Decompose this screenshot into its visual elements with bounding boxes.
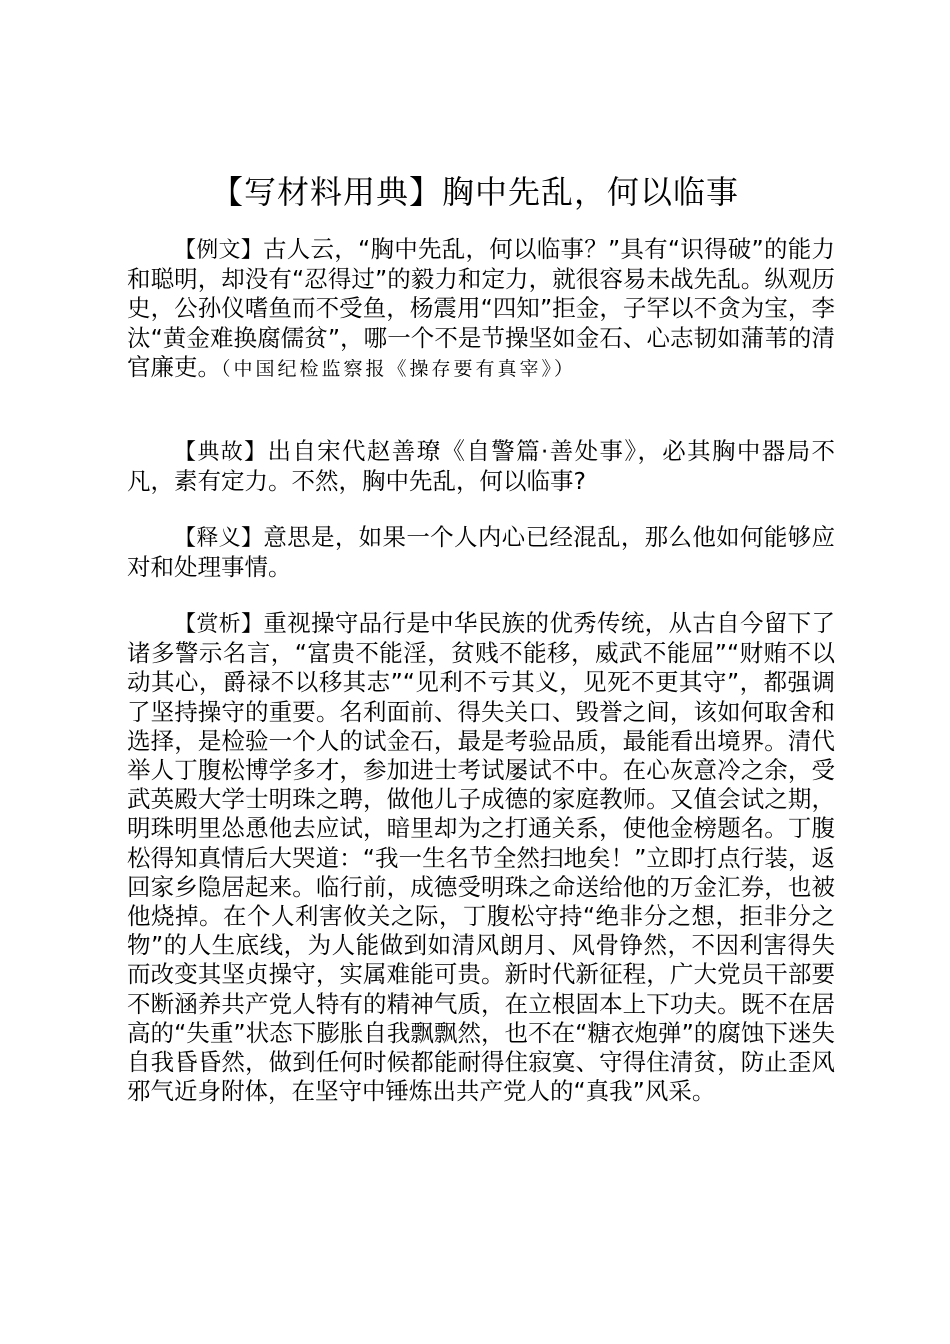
example-text: 古人云，“胸中先乱，何以临事？”具有“识得破”的能力和聪明，却没有“忍得过”的毅力和定力，就很容易未战先乱。纵观历史，公孙仪嗜鱼而不受鱼，杨震用“四知”拒金，子罕以不贪为宝，李汰“黄金难换腐儒贫”，哪一个不是节操坚如金石、心志韧如蒲苇的清官廉吏。 bbox=[127, 235, 835, 381]
allusion-paragraph bbox=[127, 437, 835, 496]
example-paragraph bbox=[127, 235, 835, 384]
meaning-paragraph bbox=[127, 523, 835, 582]
appreciation-tag: 【赏析】 bbox=[174, 612, 264, 637]
example-source: （中国纪检监察报《操存要有真宰》） bbox=[221, 357, 577, 380]
appreciation-text: 重视操守品行是中华民族的优秀传统，从古自今留下了诸多警示名言，“富贵不能淫，贫贱不能移，威武不能屈”“财贿不以动其心，爵禄不以移其志”“见利不亏其义，见死不更其守”，都强调了坚持操守的重要。名利面前、得失关口、毁誉之间，该如何取舍和选择，是检验一个人的试金石，最是考验品质，最能看出境界。清代举人丁腹松博学多才，参加进士考试屡试不中。在心灰意冷之余，受武英殿大学士明珠之聘，做他儿子成德的家庭教师。又值会试之期，明珠明里怂恿他去应试，暗里却为之打通关系，使他金榜题名。丁腹松得知真情后大哭道：“我一生名节全然扫地矣！”立即打点行装，返回家乡隐居起来。临行前，成德受明珠之命送给他的万金汇券，也被他烧掉。在个人利害攸关之际，丁腹松守持“绝非分之想，拒非分之物”的人生底线，为人能做到如清风朗月、风骨铮然，不因利害得失而改变其坚贞操守，实属难能可贵。新时代新征程，广大党员干部要不断涵养共产党人特有的精神气质，在立根固本上下功夫。既不在居高的“失重”状态下膨胀自我飘飘然，也不在“糖衣炮弹”的腐蚀下迷失自我昏昏然，做到任何时候都能耐得住寂寞、守得住清贫，防止歪风邪气近身附体，在坚守中锤炼出共产党人的“真我”风采。 bbox=[127, 609, 835, 1106]
allusion-text: 出自宋代赵善璙《自警篇·善处事》，必其胸中器局不凡，素有定力。不然，胸中先乱，何以临事? bbox=[127, 437, 835, 496]
meaning-tag: 【释义】 bbox=[174, 526, 264, 551]
meaning-text: 意思是，如果一个人内心已经混乱，那么他如何能够应对和处理事情。 bbox=[127, 523, 835, 582]
allusion-tag: 【典故】 bbox=[174, 440, 268, 465]
page-title: 【写材料用典】胸中先乱，何以临事 bbox=[210, 173, 739, 211]
example-tag: 【例文】 bbox=[174, 238, 264, 263]
appreciation-paragraph bbox=[127, 609, 835, 1106]
